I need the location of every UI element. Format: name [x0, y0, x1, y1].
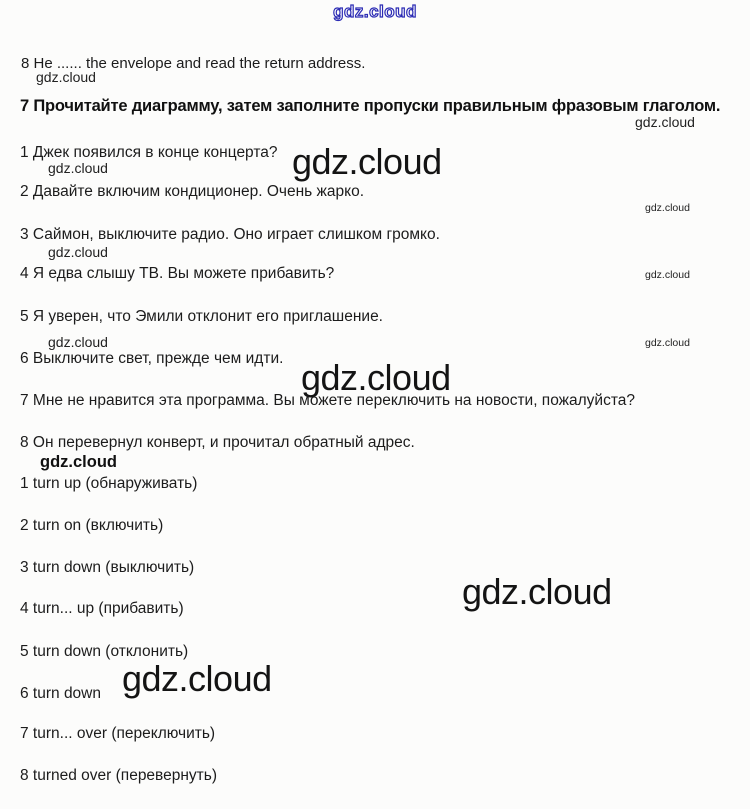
- question-item-1: 1 Джек появился в конце концерта?: [20, 144, 278, 161]
- answer-item-4: 4 turn... up (прибавить): [20, 600, 184, 617]
- question-item-5: 5 Я уверен, что Эмили отклонит его приглашение.: [20, 308, 383, 325]
- answer-item-5: 5 turn down (отклонить): [20, 643, 189, 660]
- answer-item-1: 1 turn up (обнаруживать): [20, 475, 198, 492]
- watermark-small-1: gdz.cloud: [48, 160, 108, 176]
- watermark-right-4: gdz.cloud: [645, 337, 690, 349]
- watermark-small-2: gdz.cloud: [48, 244, 108, 260]
- watermark-large-1: gdz.cloud: [292, 141, 442, 182]
- question-item-8: 8 Он перевернул конверт, и прочитал обратный адрес.: [20, 434, 415, 451]
- previous-exercise-item-8: 8 He ...... the envelope and read the return address.: [21, 55, 366, 72]
- watermark-right-3: gdz.cloud: [645, 269, 690, 281]
- question-item-2: 2 Давайте включим кондиционер. Очень жарко.: [20, 183, 365, 200]
- watermark-right-1: gdz.cloud: [635, 114, 695, 130]
- answer-item-3: 3 turn down (выключить): [20, 559, 195, 576]
- question-item-3: 3 Саймон, выключите радио. Оно играет слишком громко.: [20, 226, 440, 243]
- watermark-top: gdz.cloud: [333, 2, 417, 21]
- watermark-large-2: gdz.cloud: [301, 357, 451, 398]
- answer-item-8: 8 turned over (перевернуть): [20, 767, 218, 784]
- watermark-small-0: gdz.cloud: [36, 69, 96, 85]
- answer-item-2: 2 turn on (включить): [20, 517, 164, 534]
- watermark-right-2: gdz.cloud: [645, 202, 690, 214]
- watermark-large-4: gdz.cloud: [122, 658, 272, 699]
- exercise-heading: 7 Прочитайте диаграмму, затем заполните пропуски правильным фразовым глаголом.: [20, 97, 721, 115]
- question-item-7: 7 Мне не нравится эта программа. Вы можете переключить на новости, пожалуйста?: [20, 392, 636, 409]
- question-item-4: 4 Я едва слышу ТВ. Вы можете прибавить?: [20, 265, 335, 282]
- question-item-6: 6 Выключите свет, прежде чем идти.: [20, 350, 284, 367]
- watermark-small-3: gdz.cloud: [48, 334, 108, 350]
- answer-item-7: 7 turn... over (переключить): [20, 725, 216, 742]
- answer-item-6: 6 turn down: [20, 685, 101, 702]
- watermark-large-3: gdz.cloud: [462, 571, 612, 612]
- watermark-bold: gdz.cloud: [40, 453, 117, 471]
